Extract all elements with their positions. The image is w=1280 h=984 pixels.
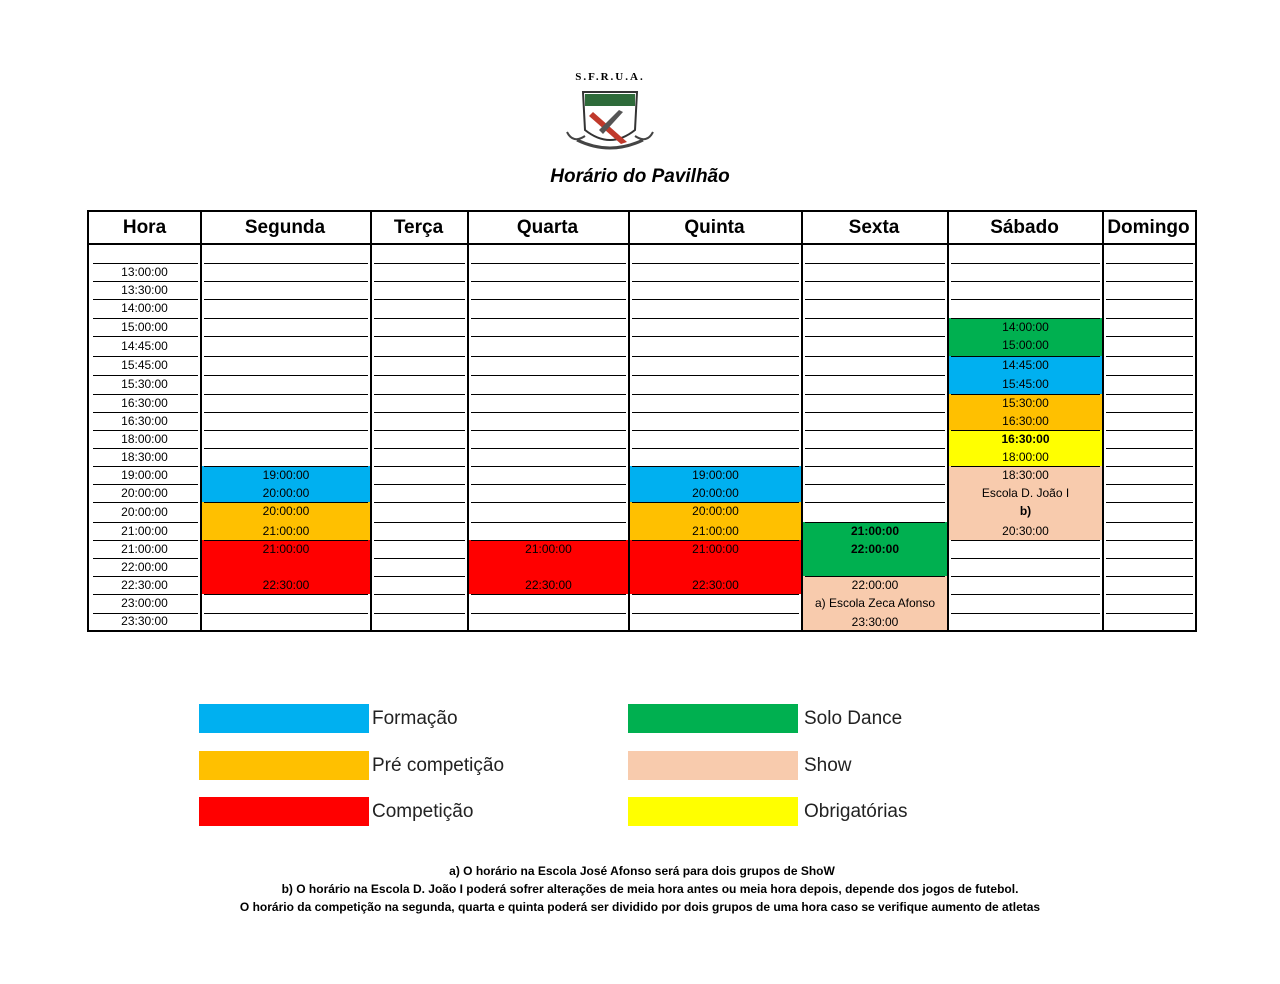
row-line	[471, 522, 626, 523]
schedule-block-time: 14:45:00	[1002, 358, 1049, 372]
time-cell: 14:00:00	[121, 301, 168, 315]
time-cell: 13:30:00	[121, 283, 168, 297]
time-cell: 19:00:00	[121, 468, 168, 482]
legend-swatch-competicao	[199, 797, 369, 826]
row-line	[632, 318, 799, 319]
row-line	[1106, 540, 1193, 541]
row-line	[1106, 613, 1193, 614]
row-line	[805, 263, 945, 264]
row-line	[632, 466, 799, 467]
row-line	[951, 540, 1100, 541]
column-header-hora: Hora	[122, 217, 167, 238]
row-line	[805, 281, 945, 282]
row-line	[951, 576, 1100, 577]
row-line	[951, 613, 1100, 614]
legend-label-pre-competicao: Pré competição	[372, 755, 505, 776]
legend-swatch-pre-competicao	[199, 751, 369, 780]
schedule-block-sab-solo	[949, 318, 1102, 356]
column-header-terca: Terça	[393, 217, 444, 238]
row-line	[374, 558, 465, 559]
row-line	[374, 356, 465, 357]
row-line	[471, 336, 626, 337]
time-cell: 23:00:00	[121, 596, 168, 610]
row-line	[204, 336, 368, 337]
column-divider	[947, 212, 949, 630]
schedule-block-time: 22:00:00	[851, 578, 899, 592]
row-line	[951, 394, 1100, 395]
logo-lettering: S.F.R.U.A.	[575, 71, 645, 83]
legend-label-obrigatorias: Obrigatórias	[804, 801, 908, 822]
row-line	[805, 375, 945, 376]
row-line	[632, 336, 799, 337]
row-line	[805, 522, 945, 523]
schedule-block-qui-pre	[630, 502, 801, 540]
legend-label-show: Show	[804, 755, 852, 776]
time-cell: 18:00:00	[121, 432, 168, 446]
time-cell: 16:30:00	[121, 396, 168, 410]
row-line	[632, 412, 799, 413]
schedule-block-time: 20:00:00	[262, 504, 310, 518]
row-line	[374, 594, 465, 595]
row-line	[1106, 299, 1193, 300]
row-line	[374, 394, 465, 395]
row-line	[374, 484, 465, 485]
schedule-block-time: 15:30:00	[1002, 396, 1049, 410]
row-line	[632, 540, 799, 541]
schedule-block-sab-pre	[949, 394, 1102, 430]
schedule-block-time: 18:00:00	[1002, 450, 1049, 464]
time-cell: 15:30:00	[121, 377, 168, 391]
row-line	[805, 484, 945, 485]
schedule-block-time: 14:00:00	[1002, 320, 1049, 334]
row-line	[1106, 375, 1193, 376]
row-line	[471, 412, 626, 413]
time-cell: 15:00:00	[121, 320, 168, 334]
row-line	[1106, 356, 1193, 357]
row-line	[1106, 430, 1193, 431]
row-line	[1106, 522, 1193, 523]
row-line	[1106, 594, 1193, 595]
row-line	[632, 263, 799, 264]
row-line	[805, 336, 945, 337]
schedule-block-time: 19:00:00	[692, 468, 739, 482]
row-line	[1106, 484, 1193, 485]
legend-swatch-show	[628, 751, 798, 780]
schedule-block-time: 21:00:00	[262, 524, 310, 538]
row-line	[951, 263, 1100, 264]
schedule-block-qua-comp	[469, 540, 628, 594]
row-line	[204, 356, 368, 357]
row-line	[471, 375, 626, 376]
row-line	[374, 466, 465, 467]
row-line	[374, 412, 465, 413]
row-line	[374, 263, 465, 264]
row-line	[204, 502, 368, 503]
legend-label-solo-dance: Solo Dance	[804, 708, 903, 729]
row-line	[374, 299, 465, 300]
row-line	[632, 356, 799, 357]
column-header-quarta: Quarta	[516, 217, 579, 238]
time-cell: 18:30:00	[121, 450, 168, 464]
row-line	[204, 466, 368, 467]
row-line	[204, 594, 368, 595]
schedule-block-time: 21:00:00	[262, 542, 310, 556]
column-divider	[1102, 212, 1104, 630]
row-line	[1106, 318, 1193, 319]
row-line	[471, 318, 626, 319]
row-line	[204, 412, 368, 413]
time-cell: 20:00:00	[121, 486, 168, 500]
legend-swatch-obrigatorias	[628, 797, 798, 826]
row-line	[805, 448, 945, 449]
schedule-block-time: 20:00:00	[692, 486, 739, 500]
row-line	[1106, 281, 1193, 282]
header-divider	[89, 243, 1195, 245]
schedule-block-time: b)	[1019, 504, 1032, 518]
schedule-block-sex-show	[803, 576, 947, 630]
row-line	[374, 336, 465, 337]
time-cell: 23:30:00	[121, 614, 168, 628]
row-line	[951, 281, 1100, 282]
row-line	[204, 613, 368, 614]
schedule-block-qui-formacao	[630, 466, 801, 502]
row-line	[471, 430, 626, 431]
row-line	[1106, 448, 1193, 449]
row-line	[374, 613, 465, 614]
row-line	[471, 484, 626, 485]
row-line	[1106, 466, 1193, 467]
row-line	[632, 448, 799, 449]
time-cell: 20:00:00	[121, 505, 168, 519]
column-divider	[370, 212, 372, 630]
row-line	[374, 502, 465, 503]
row-line	[204, 281, 368, 282]
schedule-block-time: 15:45:00	[1002, 377, 1049, 391]
time-cell	[89, 245, 200, 263]
row-line	[471, 356, 626, 357]
club-logo	[563, 72, 657, 162]
row-line	[471, 613, 626, 614]
row-line	[374, 281, 465, 282]
row-line	[1106, 263, 1193, 264]
column-divider	[801, 212, 803, 630]
row-line	[204, 394, 368, 395]
schedule-block-sab-formacao	[949, 356, 1102, 394]
row-line	[374, 540, 465, 541]
row-line	[632, 594, 799, 595]
column-header-quinta: Quinta	[684, 217, 745, 238]
row-line	[805, 318, 945, 319]
column-divider	[200, 212, 202, 630]
time-cell: 14:45:00	[121, 339, 168, 353]
footnote-competition: O horário da competição na segunda, quarta e quinta poderá ser dividido por dois grupos de uma hora caso se verifique aumento de atletas	[239, 900, 1041, 914]
row-line	[374, 375, 465, 376]
row-line	[951, 558, 1100, 559]
schedule-block-sab-obrig	[949, 430, 1102, 466]
row-line	[204, 430, 368, 431]
row-line	[805, 502, 945, 503]
row-line	[374, 318, 465, 319]
schedule-block-time: 22:30:00	[525, 578, 572, 592]
column-header-sabado: Sábado	[990, 217, 1059, 238]
row-line	[374, 448, 465, 449]
row-line	[204, 540, 368, 541]
row-line	[951, 466, 1100, 467]
row-line	[471, 502, 626, 503]
row-line	[632, 394, 799, 395]
row-line	[632, 299, 799, 300]
legend-label-competicao: Competição	[372, 801, 474, 822]
time-cell: 21:00:00	[121, 524, 168, 538]
schedule-block-time: 15:00:00	[1002, 338, 1049, 352]
row-line	[805, 576, 945, 577]
schedule-block-time: Escola D. João I	[981, 486, 1070, 500]
schedule-block-time: 21:00:00	[692, 542, 739, 556]
row-line	[805, 466, 945, 467]
schedule-block-time: 20:00:00	[692, 504, 739, 518]
schedule-block-sex-solo	[803, 522, 947, 576]
row-line	[805, 412, 945, 413]
footnote-b: b) O horário na Escola D. João I poderá sofrer alterações de meia hora antes ou meia hora depois, depende dos jogos de futebol.	[281, 882, 1019, 896]
schedule-block-sab-show	[949, 466, 1102, 540]
row-line	[204, 318, 368, 319]
time-cell: 13:00:00	[121, 265, 168, 279]
row-line	[951, 318, 1100, 319]
row-line	[632, 281, 799, 282]
row-line	[471, 448, 626, 449]
row-line	[1106, 412, 1193, 413]
row-line	[951, 594, 1100, 595]
row-line	[204, 299, 368, 300]
schedule-block-seg-pre	[202, 502, 370, 540]
legend-label-formacao: Formação	[372, 708, 458, 729]
legend-swatch-solo-dance	[628, 704, 798, 733]
row-line	[471, 263, 626, 264]
schedule-block-seg-formacao	[202, 466, 370, 502]
schedule-block-time: 21:00:00	[850, 524, 900, 538]
schedule-block-time: 23:30:00	[851, 615, 899, 629]
schedule-block-time: 22:30:00	[262, 578, 310, 592]
row-line	[805, 356, 945, 357]
row-line	[471, 540, 626, 541]
schedule-block-time: 16:30:00	[1001, 432, 1050, 446]
row-line	[471, 394, 626, 395]
row-line	[805, 430, 945, 431]
schedule-block-time: 21:00:00	[525, 542, 572, 556]
row-line	[1106, 576, 1193, 577]
row-line	[471, 281, 626, 282]
row-line	[805, 299, 945, 300]
row-line	[471, 594, 626, 595]
row-line	[1106, 394, 1193, 395]
schedule-block-time: 22:30:00	[692, 578, 739, 592]
column-divider	[628, 212, 630, 630]
schedule-block-seg-comp	[202, 540, 370, 594]
time-cell: 15:45:00	[121, 358, 168, 372]
page-title: Horário do Pavilhão	[550, 166, 730, 187]
schedule-block-time: a) Escola Zeca Afonso	[814, 596, 936, 610]
schedule-block-time: 19:00:00	[262, 468, 310, 482]
row-line	[951, 299, 1100, 300]
row-line	[632, 502, 799, 503]
legend-swatch-formacao	[199, 704, 369, 733]
schedule-block-time: 21:00:00	[692, 524, 739, 538]
footnote-a: a) O horário na Escola José Afonso será para dois grupos de ShoW	[449, 864, 835, 878]
schedule-block-time: 20:00:00	[262, 486, 310, 500]
row-line	[204, 263, 368, 264]
row-line	[632, 430, 799, 431]
time-cell: 16:30:00	[121, 414, 168, 428]
column-header-sexta: Sexta	[848, 217, 900, 238]
row-line	[374, 522, 465, 523]
row-line	[471, 466, 626, 467]
schedule-block-time: 20:30:00	[1002, 524, 1049, 538]
row-line	[632, 375, 799, 376]
row-line	[632, 613, 799, 614]
time-cell: 21:00:00	[121, 542, 168, 556]
row-line	[951, 430, 1100, 431]
row-line	[1106, 502, 1193, 503]
row-line	[1106, 336, 1193, 337]
schedule-block-time: 22:00:00	[850, 542, 900, 556]
column-divider	[467, 212, 469, 630]
row-line	[1106, 558, 1193, 559]
row-line	[805, 394, 945, 395]
schedule-block-time: 16:30:00	[1002, 414, 1049, 428]
row-line	[204, 375, 368, 376]
time-cell: 22:00:00	[121, 560, 168, 574]
column-header-domingo: Domingo	[1107, 217, 1190, 238]
schedule-block-time: 18:30:00	[1002, 468, 1049, 482]
row-line	[374, 576, 465, 577]
column-header-segunda: Segunda	[244, 217, 326, 238]
row-line	[471, 299, 626, 300]
schedule-block-qui-comp	[630, 540, 801, 594]
row-line	[374, 430, 465, 431]
row-line	[951, 356, 1100, 357]
row-line	[204, 448, 368, 449]
time-cell: 22:30:00	[121, 578, 168, 592]
schedule-table	[87, 210, 1197, 632]
